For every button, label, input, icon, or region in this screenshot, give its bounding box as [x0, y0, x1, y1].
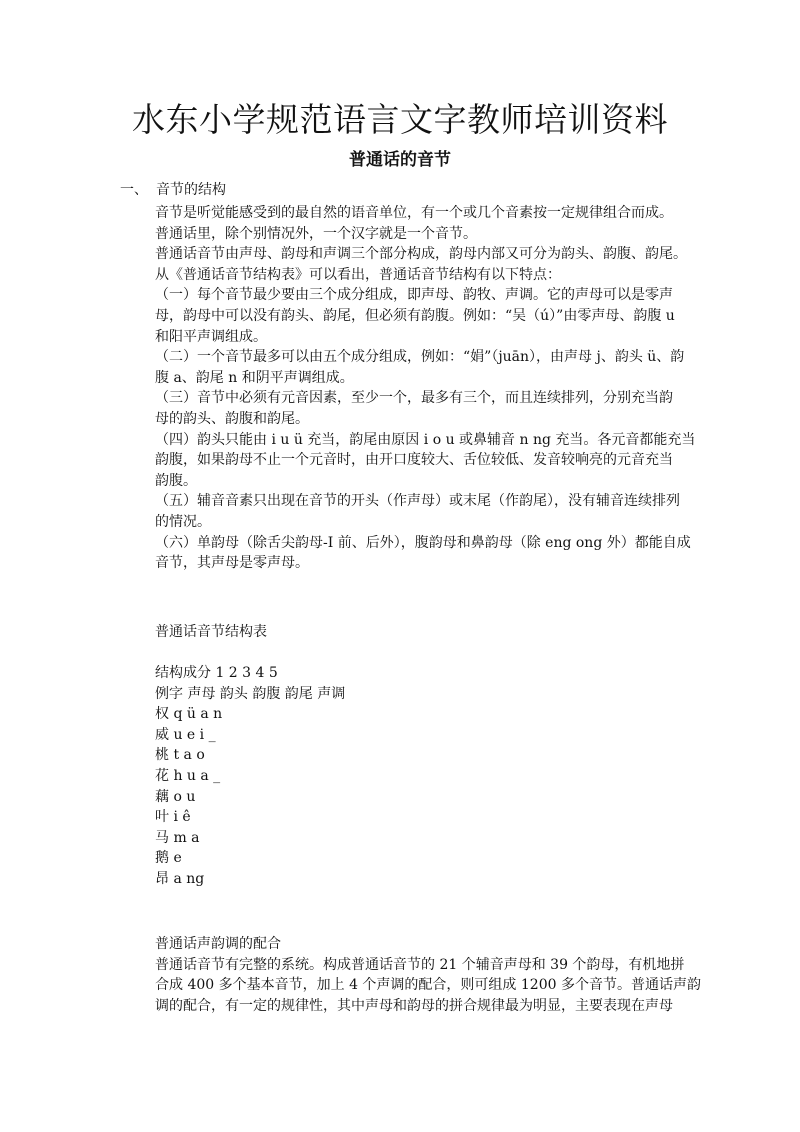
paragraph-line: （二）一个音节最多可以由五个成分组成，例如：“娟”（juān），由声母 j、韵头 ü、韵	[155, 349, 685, 366]
paragraph-line: （四）韵头只能由 i u ü 充当，韵尾由原因 i o u 或鼻辅音 n ng 充当。各元音都能充当	[155, 431, 696, 448]
paragraph-line: 普通话音节有完整的系统。构成普通话音节的 21 个辅音声母和 39 个韵母，有机地拼	[155, 956, 685, 973]
section1-heading	[120, 180, 226, 200]
section1-number: 一、	[120, 182, 148, 198]
paragraph-line: （六）单韵母（除舌尖韵母-I 前、后外），腹韵母和鼻韵母（除 eng ong 外）都能自成	[155, 534, 691, 551]
paragraph-line: 普通话里，除个别情况外，一个汉字就是一个音节。	[155, 225, 477, 242]
paragraph-line: 和阳平声调组成。	[155, 328, 267, 345]
paragraph-line: （五）辅音音素只出现在音节的开头（作声母）或末尾（作韵尾），没有辅音连续排列	[155, 493, 680, 510]
table-row: 花 h u a _	[155, 767, 221, 784]
paragraph-line: 音节，其声母是零声母。	[155, 555, 309, 572]
paragraph-line: （三）音节中必须有元音因素，至少一个，最多有三个，而且连续排列，分别充当韵	[155, 390, 673, 407]
table-row: 鹅 e	[155, 850, 182, 867]
paragraph-line: （一）每个音节最少要由三个成分组成，即声母、韵牧、声调。它的声母可以是零声	[155, 287, 673, 304]
paragraph-line: 合成 400 多个基本音节，加上 4 个声调的配合，则可组成 1200 多个音节。普通话声韵	[155, 977, 701, 994]
table-row: 马 m a	[155, 829, 200, 846]
table-row: 叶 i ê	[155, 809, 191, 826]
table-title: 普通话音节结构表	[155, 624, 267, 640]
table-header-columns: 例字 声母 韵头 韵腹 韵尾 声调	[155, 685, 346, 702]
table-row: 权 q ü a n	[155, 706, 223, 723]
paragraph-line: 母，韵母中可以没有韵头、韵尾，但必须有韵腹。例如：“吴（ú）”由零声母、韵腹 u	[155, 307, 675, 324]
paragraph-line: 调的配合，有一定的规律性，其中声母和韵母的拼合规律最为明显，主要表现在声母	[155, 997, 673, 1014]
paragraph-line: 的情况。	[155, 513, 211, 530]
table-header-components: 结构成分 1 2 3 4 5	[155, 665, 278, 681]
table-row: 昂 a ng	[155, 870, 205, 887]
paragraph-line: 普通话音节由声母、韵母和声调三个部分构成，韵母内部又可分为韵头、韵腹、韵尾。	[155, 246, 687, 263]
paragraph-line: 韵腹。	[155, 472, 197, 489]
section1-body	[155, 203, 696, 574]
section2-heading: 普通话声韵调的配合	[155, 936, 281, 952]
document-subtitle: 普通话的音节	[349, 150, 451, 170]
paragraph-line: 音节是听觉能感受到的最自然的语音单位，有一个或几个音素按一定规律组合而成。	[155, 205, 673, 221]
document-title: 水东小学规范语言文字教师培训资料	[132, 100, 668, 139]
table-row: 威 u e i _	[155, 726, 216, 743]
table-row: 藕 o u	[155, 788, 196, 805]
table-row: 桃 t a o	[155, 747, 205, 764]
paragraph-line: 母的韵头、韵腹和韵尾。	[155, 410, 309, 427]
syllable-structure-table	[155, 663, 690, 890]
section2-body	[155, 934, 701, 1016]
section1-heading-text: 音节的结构	[156, 182, 226, 198]
paragraph-line: 从《普通话音节结构表》可以看出，普通话音节结构有以下特点：	[155, 266, 561, 283]
paragraph-line: 韵腹，如果韵母不止一个元音时，由开口度较大、舌位较低、发音较响亮的元音充当	[155, 452, 673, 469]
paragraph-line: 腹 a、韵尾 n 和阴平声调组成。	[155, 369, 354, 386]
table-title-block	[155, 622, 690, 643]
